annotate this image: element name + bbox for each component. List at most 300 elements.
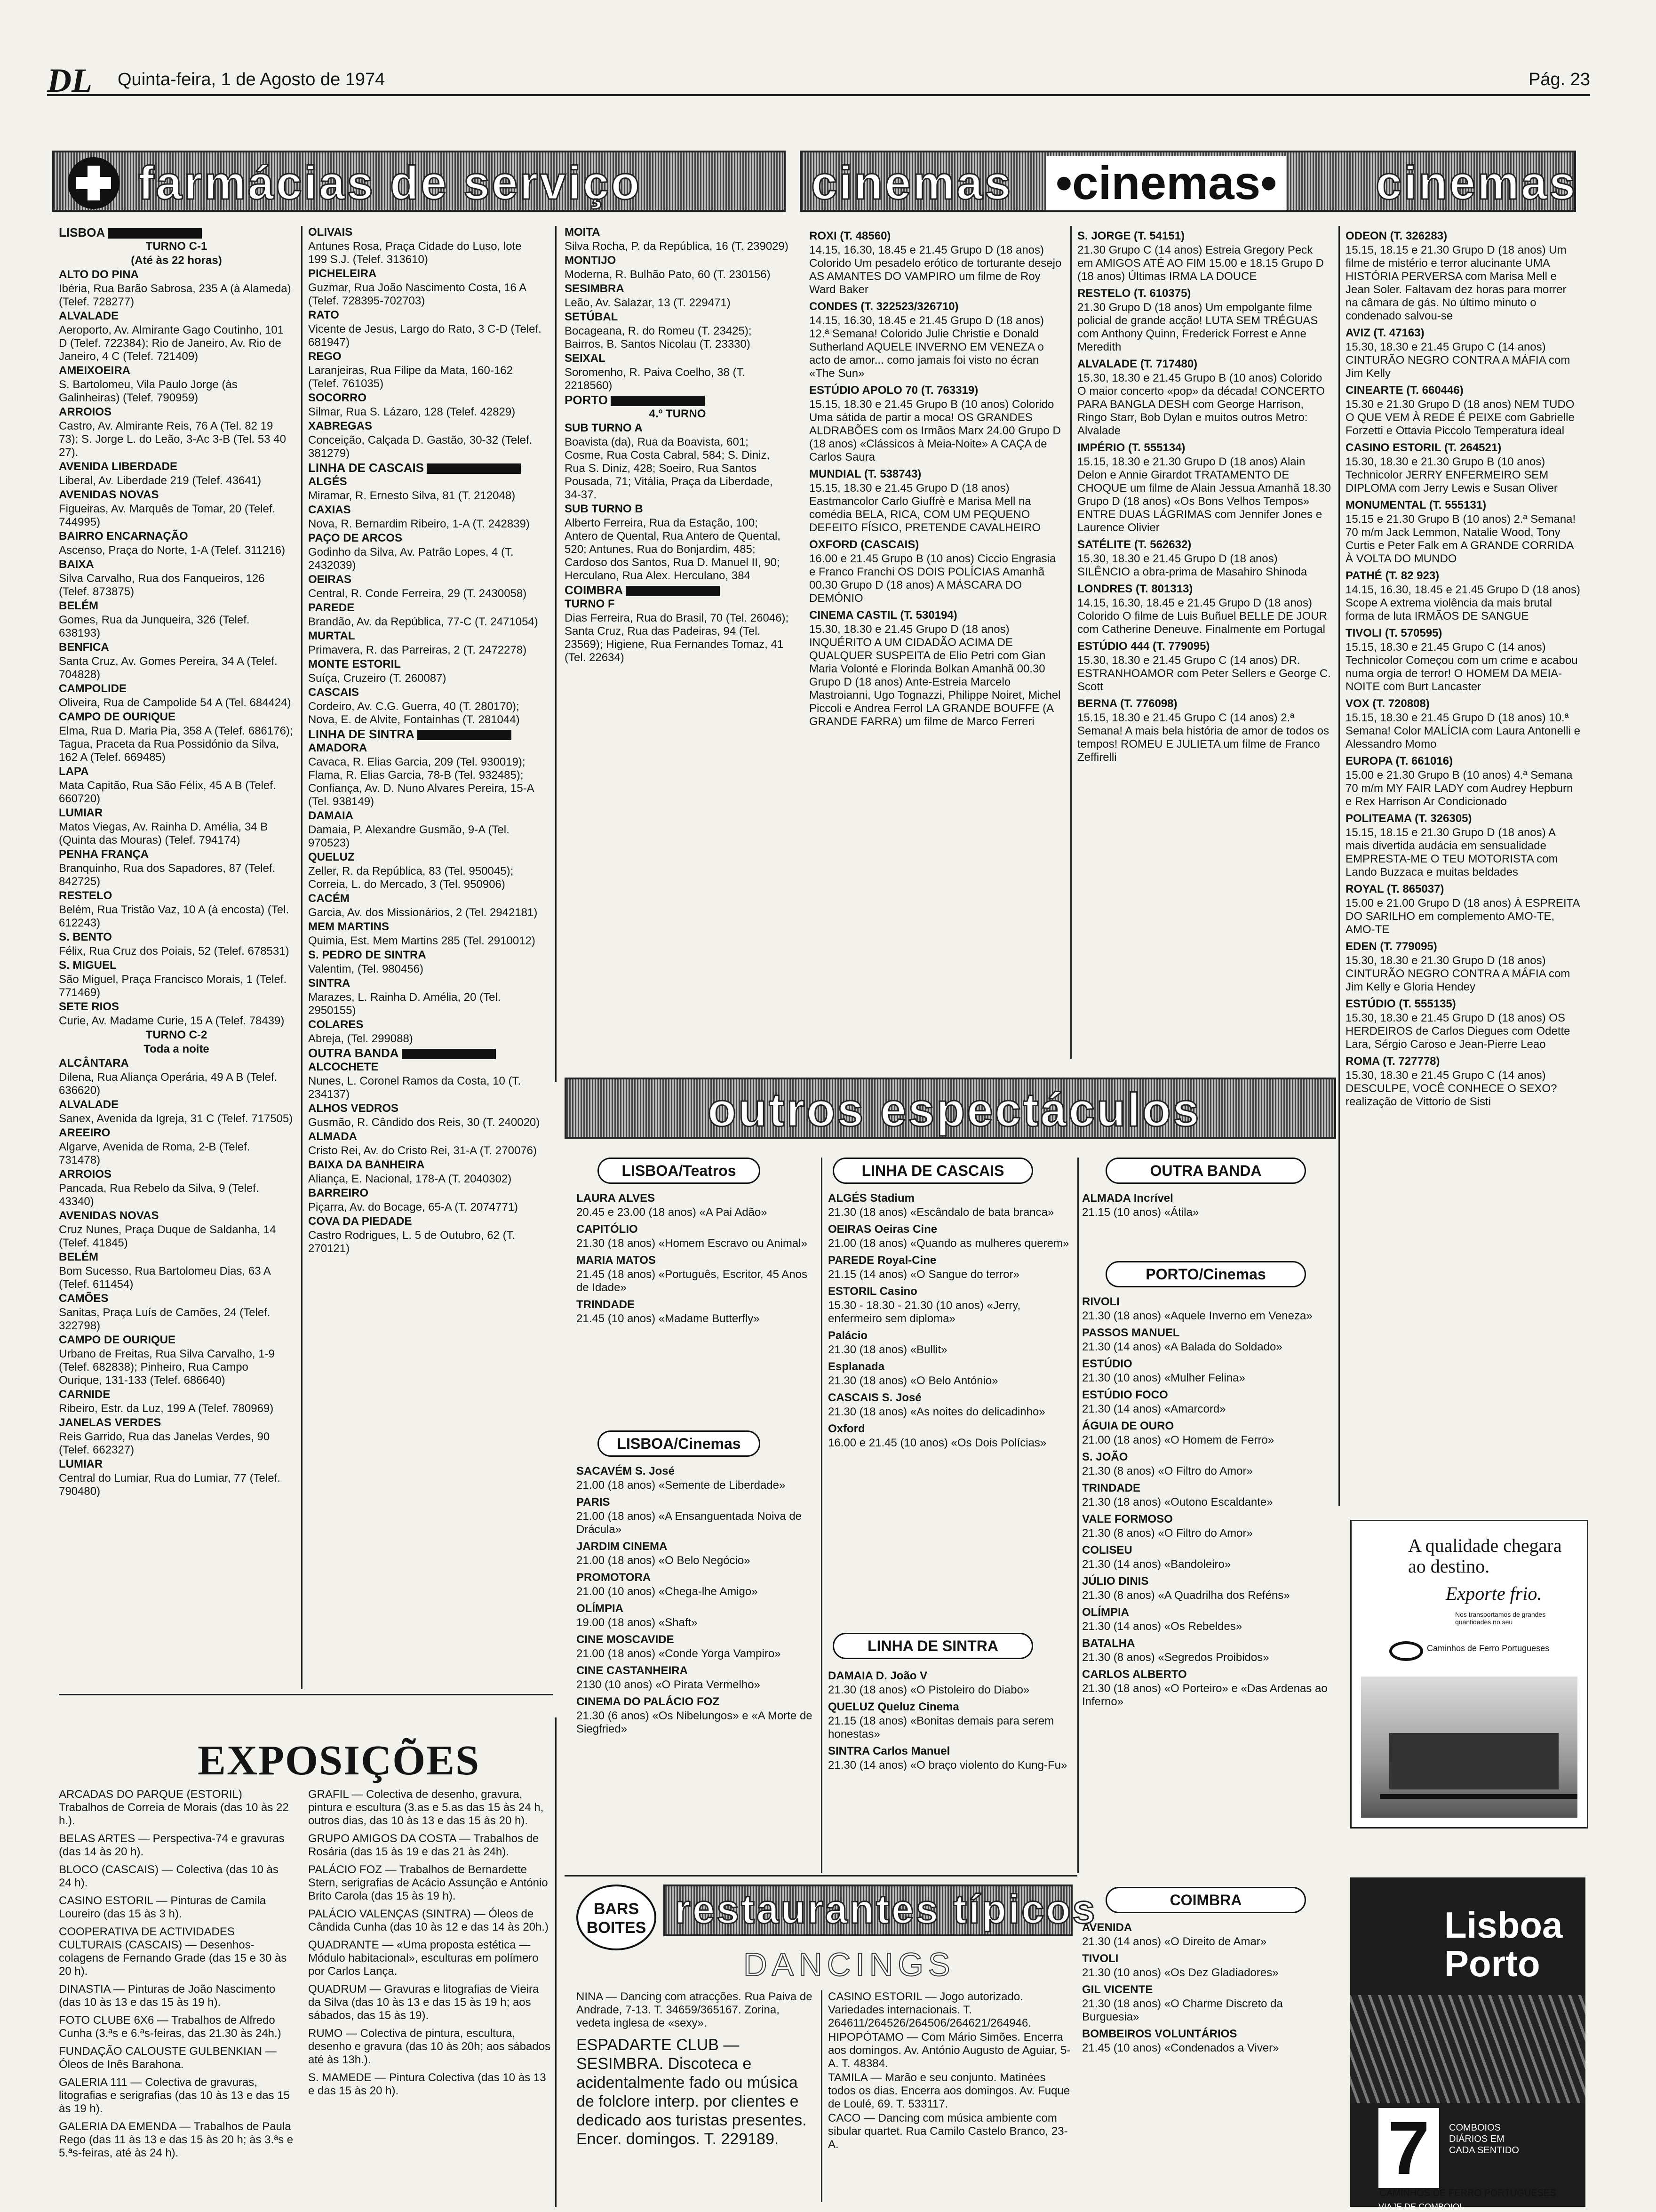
listing-text: 20.45 e 23.00 (18 anos) «A Pai Adão» [576, 1206, 767, 1219]
exposicoes-right [308, 1788, 553, 2202]
listing-text: 21.30 (8 anos) «O Filtro do Amor» [1082, 1527, 1253, 1540]
farmacias-banner-title: farmácias de serviço [138, 157, 642, 209]
area-heading: AMEIXOEIRA [59, 364, 131, 377]
area-heading: LUMIAR [59, 1458, 103, 1470]
exhibition-entry: CASINO ESTORIL — Pinturas de Camila Loureiro (das 15 às 3 h). [59, 1894, 266, 1920]
venue-name: OLÍMPIA [1082, 1606, 1129, 1619]
area-heading: SUB TURNO A [565, 422, 643, 434]
area-heading: JANELAS VERDES [59, 1416, 161, 1429]
venue-name: OLÍMPIA [576, 1602, 623, 1615]
venue-name: ESTÚDIO FOCO [1082, 1389, 1168, 1401]
venue-name: CINE MOSCAVIDE [576, 1633, 674, 1646]
venue-name: BERNA (T. 776098) [1077, 697, 1178, 710]
shift-heading: TURNO C-2 [145, 1029, 207, 1041]
venue-name: TRINDADE [1082, 1482, 1140, 1494]
page-header [47, 62, 1590, 99]
area-heading: S. PEDRO DE SINTRA [308, 949, 426, 961]
listing-text: 21.30 (14 anos) «O Direito de Amar» [1082, 1935, 1267, 1948]
area-heading: MEM MARTINS [308, 920, 389, 933]
listing-text: Aliança, E. Nacional, 178-A (T. 2040302) [308, 1173, 512, 1185]
outros-coimbra [1082, 1917, 1331, 2181]
listing-text: Bocageana, R. do Romeu (T. 23425); Bairros, B. Santos Nicolau (T. 23330) [565, 325, 752, 351]
venue-name: CINEMA CASTIL (T. 530194) [809, 609, 957, 622]
listing-text: 21.30 (18 anos) «Homem Escravo ou Animal» [576, 1237, 807, 1250]
listing-text: Liberal, Av. Liberdade 219 (Telef. 43641) [59, 474, 262, 487]
section-heading: PORTO [565, 393, 790, 407]
venue-name: ESTÚDIO APOLO 70 (T. 763319) [809, 384, 979, 397]
coimbra-label: COIMBRA [1106, 1887, 1306, 1913]
area-heading: ALMADA [308, 1130, 357, 1143]
area-heading: RESTELO [59, 889, 112, 902]
venue-name: AVIZ (T. 47163) [1346, 327, 1425, 339]
bars-right [828, 1990, 1073, 2202]
listing-text: Dias Ferreira, Rua do Brasil, 70 (Tel. 26046); Santa Cruz, Rua das Padeiras, 94 (Tel. 23569); Higiene, Rua Fernandes Tomaz, 41 (Tel. 22634) [565, 612, 789, 664]
venue-name: ALMADA Incrível [1082, 1192, 1173, 1205]
listing-text: 21.15 (18 anos) «Bonitas demais para serem honestas» [828, 1715, 1054, 1741]
exhibition-entry: GRAFIL — Colectiva de desenho, gravura, pintura e escultura (3.as e 5.as das 15 às 24 h, outros dias, das 10 às 13 e das 15 às 20 h). [308, 1788, 544, 1827]
area-heading: SESIMBRA [565, 282, 624, 295]
cp-ad-brand: Caminhos de Ferro Portugueses [1427, 1644, 1550, 1653]
listing-text: 15.30, 18.30 e 21.45 Grupo D (18 anos) SILÊNCIO a obra-prima de Masahiro Shinoda [1077, 552, 1307, 578]
listing-text: 15.30, 18.30 e 21.45 Grupo D (18 anos) OS HERDEIROS de Carlos Diegues com Odette Lara, Sérgio Caroso e Jean-Pierre Leao [1346, 1012, 1570, 1051]
listing-text: Urbano de Freitas, Rua Silva Carvalho, 1-9 (Telef. 682838); Pinheiro, Rua Campo Ourique, 131-133 (Telef. 686640) [59, 1348, 275, 1387]
area-heading: S. MIGUEL [59, 959, 117, 972]
area-heading: BELÉM [59, 1251, 98, 1263]
area-heading: BAIXA [59, 558, 94, 571]
listing-text: 21.30 (18 anos) «O Belo António» [828, 1374, 998, 1387]
listing-text: 2130 (10 anos) «O Pirata Vermelho» [576, 1678, 760, 1691]
area-heading: SETÚBAL [565, 311, 618, 323]
listing-text: 21.00 (18 anos) «Quando as mulheres querem» [828, 1237, 1069, 1250]
area-heading: BAIXA DA BANHEIRA [308, 1158, 425, 1171]
section-heading: OUTRA BANDA [308, 1046, 543, 1060]
column-divider [555, 1717, 557, 2207]
listing-text: 15.30, 18.30 e 21.45 Grupo B (10 anos) Colorido O maior concerto «pop» da década! CONCERTO PARA BANGLA DESH com George Harrison, Ringo Starr, Bob Dylan e muitos outros Metro: Alvalade [1077, 372, 1325, 437]
listing-text: 21.30 (14 anos) «A Balada do Soldado» [1082, 1341, 1282, 1353]
exhibition-entry: DINASTIA — Pinturas de João Nascimento (das 10 às 13 e das 15 às 19 h). [59, 1983, 276, 2009]
listing-text: 15.30, 18.30 e 21.30 Grupo D (18 anos) CINTURÃO NEGRO CONTRA A MÁFIA com Jim Kelly e Gloria Hendey [1346, 954, 1570, 993]
listing-text: 15.15, 18.30 e 21.30 Grupo D (18 anos) Alain Delon e Annie Girardot TRATAMENTO DE CHOQUE um filme de Alain Jessua Amanhã 18.30 Grupo D (18 anos) «Os Bons Velhos Tempos» ENTRE DUAS LÁGRIMAS com Jennifer Jones e Laurence Olivier [1077, 455, 1331, 534]
venue-name: CARLOS ALBERTO [1082, 1668, 1187, 1681]
venue-name: LONDRES (T. 801313) [1077, 583, 1193, 595]
listing-text: Boavista (da), Rua da Boavista, 601; Cosme, Rua Costa Cabral, 584; S. Diniz, Rua S. Diniz, 428; Soeiro, Rua Santos Pousada, 71; Vitália, Praça da Liberdade, 34-37. [565, 436, 773, 501]
area-heading: MONTE ESTORIL [308, 658, 401, 671]
cinemas-column-2 [1077, 226, 1331, 1059]
area-heading: CAMÕES [59, 1292, 109, 1305]
rail-tracks-image [1350, 1995, 1585, 2103]
area-heading: BENFICA [59, 641, 109, 654]
listing-text: Suíça, Cruzeiro (T. 260087) [308, 672, 446, 685]
listing-text: HIPOPÓTAMO — Com Mário Simões. Encerra aos domingos. Av. António Augusto de Aguiar, 5-A. T. 48384. [828, 2031, 1071, 2070]
area-heading: CASCAIS [308, 686, 359, 699]
listing-text: 15.15, 18.30 e 21.45 Grupo D (18 anos) 10.ª Semana! Color MALÍCIA com Laura Antonelli e Alessandro Momo [1346, 711, 1580, 751]
listing-text: 21.15 (14 anos) «O Sangue do terror» [828, 1268, 1019, 1281]
section-heading: LINHA DE CASCAIS [308, 461, 543, 474]
listing-text: Elma, Rua D. Maria Pia, 358 A (Telef. 686176); Tagua, Praceta da Rua Possidónio da Silva, 162 A (Telef. 669485) [59, 725, 293, 764]
venue-name: GIL VICENTE [1082, 1983, 1153, 1996]
listing-text: 21.30 Grupo C (14 anos) Estreia Gregory Peck em AMIGOS ATÉ AO FIM 15.00 e 18.15 Grupo D (18 anos) Últimas IRMA LA DOUCE [1077, 244, 1324, 283]
listing-text: 21.30 (8 anos) «O Filtro do Amor» [1082, 1465, 1253, 1477]
venue-name: ÁGUIA DE OURO [1082, 1420, 1174, 1432]
area-heading: CAMPO DE OURIQUE [59, 711, 176, 723]
venue-name: ROYAL (T. 865037) [1346, 883, 1444, 895]
cinemas-column-3 [1346, 226, 1581, 1506]
outros-linha-cascais [828, 1188, 1073, 1635]
listing-text: 21.30 (14 anos) «Bandoleiro» [1082, 1558, 1231, 1571]
listing-text: Godinho da Silva, Av. Patrão Lopes, 4 (T. 2432039) [308, 546, 514, 572]
area-heading: ALVALADE [59, 1098, 119, 1111]
lisboa-porto-train-ad [1350, 1877, 1585, 2212]
venue-name: PATHÉ (T. 82 923) [1346, 569, 1440, 582]
venue-name: BOMBEIROS VOLUNTÁRIOS [1082, 2028, 1237, 2040]
venue-name: RIVOLI [1082, 1295, 1120, 1308]
linha-sintra-label: LINHA DE SINTRA [833, 1633, 1033, 1659]
listing-text: Curie, Av. Madame Curie, 15 A (Telef. 78439) [59, 1014, 285, 1027]
listing-text: Central, R. Conde Ferreira, 29 (T. 2430058) [308, 587, 527, 600]
venue-name: PASSOS MANUEL [1082, 1326, 1180, 1339]
area-heading: AVENIDAS NOVAS [59, 488, 159, 501]
listing-text: Mata Capitão, Rua São Félix, 45 A B (Telef. 660720) [59, 779, 276, 805]
column-divider [555, 226, 557, 1082]
viaje-comboio: VIAJE DE COMBOIO! [1378, 2202, 1462, 2212]
area-heading: ALGÉS [308, 475, 347, 488]
area-heading: BELÉM [59, 599, 98, 612]
listing-text: Santa Cruz, Av. Gomes Pereira, 34 A (Telef. 704828) [59, 655, 278, 681]
venue-name: CINEMA DO PALÁCIO FOZ [576, 1695, 719, 1708]
venue-name: ESTORIL Casino [828, 1285, 917, 1298]
dancings-heading: DANCINGS [743, 1946, 955, 1983]
area-heading: TURNO F [565, 598, 615, 610]
area-heading: OEIRAS [308, 573, 352, 586]
listing-text: Conceição, Calçada D. Gastão, 30-32 (Telef. 381279) [308, 434, 533, 460]
area-heading: OLIVAIS [308, 226, 353, 239]
listing-text: 14.15, 16.30, 18.45 e 21.45 Grupo D (18 anos) Colorido O filme de Luis Buñuel BELLE DE JOUR com Catherine Deneuve. Finalmente em Portugal [1077, 597, 1327, 636]
listing-text: 21.30 (18 anos) «O Pistoleiro do Diabo» [828, 1684, 1030, 1696]
area-heading: COLARES [308, 1018, 364, 1031]
venue-name: VOX (T. 720808) [1346, 697, 1430, 710]
outra-banda-label: OUTRA BANDA [1106, 1158, 1306, 1184]
listing-text: S. Bartolomeu, Vila Paulo Jorge (às Galinheiras) (Telef. 790959) [59, 378, 238, 404]
venue-name: COLISEU [1082, 1544, 1132, 1557]
exhibition-entry: FUNDAÇÃO CALOUSTE GULBENKIAN — Óleos de Inês Barahona. [59, 2045, 277, 2071]
listing-text: Damaia, P. Alexandre Gusmão, 9-A (Tel. 970523) [308, 823, 510, 849]
exhibition-entry: BELAS ARTES — Perspectiva-74 e gravuras (das 14 às 20 h). [59, 1832, 285, 1858]
outros-porto-cinemas [1082, 1292, 1331, 1885]
exhibition-entry: FOTO CLUBE 6X6 — Trabalhos de Alfredo Cunha (3.ªs e 6.ªs-feiras, das 21.30 às 24h.) [59, 2014, 281, 2040]
venue-name: DAMAIA D. João V [828, 1669, 928, 1682]
listing-text: 21.45 (18 anos) «Português, Escritor, 45 Anos de Idade» [576, 1268, 807, 1294]
listing-text: ESPADARTE CLUB — SESIMBRA. Discoteca e acidentalmente fado ou música de folclore interp. por clientes e dedicado aos turistas presentes. Encer. domingos. T. 229189. [576, 2036, 807, 2148]
listing-text: Aeroporto, Av. Almirante Gago Coutinho, 101 D (Telef. 722384); Rio de Janeiro, Av. Rio de Janeiro, 4 C (Telef. 721409) [59, 324, 284, 363]
farmacias-column-2 [308, 226, 543, 1689]
outros-banner-title: outros espectáculos [708, 1084, 1201, 1136]
heading-rule [427, 463, 521, 474]
section-heading: COIMBRA [565, 583, 790, 597]
listing-text: Castro, Av. Almirante Reis, 76 A (Tel. 82 19 73); S. Jorge L. do Leão, 3-Ac 3-B (Tel. 53 40 27). [59, 420, 286, 459]
exhibition-entry: BLOCO (CASCAIS) — Colectiva (das 10 às 24 h). [59, 1863, 279, 1889]
lisboa-cinemas-label: LISBOA/Cinemas [597, 1430, 760, 1457]
bars-boites-label: BARS BOITES [586, 1900, 646, 1937]
listing-text: Sanex, Avenida da Igreja, 31 C (Telef. 717505) [59, 1112, 293, 1125]
outros-lisboa-teatros [576, 1188, 816, 1386]
exhibition-entry: RUMO — Colectiva de pintura, escultura, desenho e gravura (das 10 às 20h; aos sábados até às 13h.). [308, 2027, 551, 2066]
venue-name: MONUMENTAL (T. 555131) [1346, 499, 1487, 511]
cinemas-banner [800, 151, 1576, 212]
listing-text: 15.15, 18.30 e 21.45 Grupo D (18 anos) Eastmancolor Carlo Giuffrè e Marisa Mell na comédia BELA, RICA, COM UM PEQUENO DEFEITO FÍSICO, PRETENDE CAVALHEIRO [809, 482, 1041, 534]
venue-name: AVENIDA [1082, 1921, 1132, 1934]
area-heading: SINTRA [308, 977, 350, 990]
area-heading: SETE RIOS [59, 1000, 119, 1013]
cinemas-banner-right: cinemas [1376, 157, 1577, 209]
venue-name: LAURA ALVES [576, 1192, 655, 1205]
exhibition-entry: PALÁCIO VALENÇAS (SINTRA) — Óleos de Cândida Cunha (das 10 às 12 e das 14 às 20h.) [308, 1908, 549, 1933]
venue-name: S. JORGE (T. 54151) [1077, 230, 1185, 242]
listing-text: Oliveira, Rua de Campolide 54 A (Tel. 684424) [59, 696, 291, 709]
venue-name: Esplanada [828, 1360, 885, 1373]
listing-text: 21.30 (18 anos) «O Charme Discreto da Burguesia» [1082, 1997, 1283, 2023]
section-heading: LINHA DE SINTRA [308, 727, 543, 741]
area-heading: PENHA FRANÇA [59, 848, 149, 861]
page-number: Pág. 23 [1529, 70, 1590, 89]
listing-text: Silva Carvalho, Rua dos Fanqueiros, 126 (Telef. 873875) [59, 572, 265, 598]
venue-name: ESTÚDIO 444 (T. 779095) [1077, 640, 1210, 653]
venue-name: ESTÚDIO [1082, 1358, 1132, 1370]
listing-text: 15.30 e 21.30 Grupo D (18 anos) NEM TUDO O QUE VEM À REDE É PEIXE com Gabrielle Forzetti e Ottavia Piccolo Temperatura ideal [1346, 398, 1575, 437]
listing-text: Cordeiro, Av. C.G. Guerra, 40 (T. 280170); Nova, E. de Alvite, Fontainhas (T. 281044) [308, 700, 520, 726]
listing-text: Primavera, R. das Parreiras, 2 (T. 2472278) [308, 644, 527, 656]
exhibition-entry: COOPERATIVA DE ACTIVIDADES CULTURAIS (CASCAIS) — Desenhos-colagens de Fernando Grade (das 15 e 30 às 20 h). [59, 1925, 287, 1978]
listing-text: 21.00 (18 anos) «O Belo Negócio» [576, 1554, 750, 1567]
farmacias-banner [52, 151, 786, 212]
listing-text: 21.30 (10 anos) «Mulher Felina» [1082, 1372, 1245, 1384]
area-heading: PICHELEIRA [308, 267, 377, 280]
exhibition-entry: QUADRANTE — «Uma proposta estética — Módulo habitacional», esculturas em polímero por Carlos Lança. [308, 1939, 539, 1978]
shift-heading: Toda a noite [143, 1043, 209, 1055]
cp-footer-brand: CAMINHOS DE FERRO PORTUGUESES [1379, 2188, 1556, 2198]
venue-name: S. JOÃO [1082, 1451, 1128, 1463]
cp-ad-sub: Exporte frio. [1446, 1583, 1542, 1604]
listing-text: 21.45 (10 anos) «Madame Butterfly» [576, 1312, 760, 1325]
venue-name: JARDIM CINEMA [576, 1540, 668, 1553]
area-heading: XABREGAS [308, 420, 373, 432]
cinemas-banner-center: •cinemas• [1046, 156, 1286, 210]
exhibition-entry: GALERIA 111 — Colectiva de gravuras, litografias e serigrafias (das 10 às 13 e das 15 às 19 h). [59, 2076, 290, 2115]
area-heading: QUELUZ [308, 851, 355, 863]
restaurantes-banner-title: restaurantes típicos [675, 1887, 1097, 1932]
venue-name: MUNDIAL (T. 538743) [809, 468, 922, 480]
listing-text: CACO — Dancing com música ambiente com sibular quartet. Rua Camilo Castelo Branco, 23-A. [828, 2112, 1068, 2151]
area-heading: PAÇO DE ARCOS [308, 532, 403, 544]
venue-name: PARIS [576, 1496, 610, 1509]
area-heading: MURTAL [308, 630, 355, 642]
cinemas-banner-left: cinemas [811, 157, 1013, 209]
listing-text: 15.15, 18.15 e 21.30 Grupo D (18 anos) Um filme de mistério e terror alucinante UMA HISTÓRIA PERVERSA com Marisa Mell e Jean Soler. Faltavam dez horas para morrer na câmara de gás. No último minuto o condenado salvou-se [1346, 244, 1567, 322]
exhibition-entry: QUADRUM — Gravuras e litografias de Vieira da Silva (das 10 às 13 e das 15 às 19 h; aos sábados, das 15 às 19). [308, 1983, 539, 2022]
listing-text: Félix, Rua Cruz dos Poiais, 52 (Telef. 678531) [59, 945, 289, 958]
listing-text: 21.30 (8 anos) «Segredos Proibidos» [1082, 1651, 1269, 1664]
venue-name: ALVALADE (T. 717480) [1077, 358, 1198, 370]
venue-name: Palácio [828, 1329, 868, 1342]
listing-text: NINA — Dancing com atracções. Rua Paiva de Andrade, 7-13. T. 34659/365167. Zorina, vedeta inglesa de «sexy». [576, 1990, 812, 2029]
listing-text: Miramar, R. Ernesto Silva, 81 (T. 212048) [308, 489, 516, 502]
listing-text: Algarve, Avenida de Roma, 2-B (Telef. 731478) [59, 1141, 250, 1166]
area-heading: RATO [308, 309, 339, 321]
railway-wagon-image [1361, 1677, 1577, 1818]
listing-text: Abreja, (Tel. 299088) [308, 1032, 413, 1045]
listing-text: Garcia, Av. dos Missionários, 2 (Tel. 2942181) [308, 906, 538, 919]
area-heading: ALVALADE [59, 310, 119, 322]
venue-name: BATALHA [1082, 1637, 1135, 1650]
listing-text: Ribeiro, Estr. da Luz, 199 A (Telef. 780969) [59, 1402, 274, 1415]
venue-name: CINEARTE (T. 660446) [1346, 384, 1464, 397]
lisboa-teatros-label: LISBOA/Teatros [597, 1158, 760, 1184]
listing-text: São Miguel, Praça Francisco Morais, 1 (Telef. 771469) [59, 973, 287, 999]
venue-name: CINE CASTANHEIRA [576, 1664, 688, 1677]
listing-text: Zeller, R. da República, 83 (Tel. 950045); Correia, L. do Mercado, 3 (Tel. 950906) [308, 865, 514, 891]
listing-text: 21.15 (10 anos) «Átila» [1082, 1206, 1199, 1219]
listing-text: Valentim, (Tel. 980456) [308, 963, 424, 975]
listing-text: 21.30 (18 anos) «Bullit» [828, 1343, 947, 1356]
newspaper-logo: DL [47, 62, 92, 99]
listing-text: Brandão, Av. da República, 77-C (T. 2471054) [308, 615, 538, 628]
listing-text: 15.00 e 21.00 Grupo D (18 anos) À ESPREITA DO SARILHO em complemento AMO-TE, AMO-TE [1346, 897, 1580, 936]
column-divider [1338, 226, 1340, 1506]
venue-name: ROMA (T. 727778) [1346, 1055, 1440, 1068]
listing-text: Silva Rocha, P. da República, 16 (T. 239029) [565, 240, 788, 253]
area-heading: AMADORA [308, 742, 367, 754]
exhibition-entry: S. MAMEDE — Pintura Colectiva (das 10 às 13 e das 15 às 20 h). [308, 2071, 546, 2097]
outros-lisboa-cinemas [576, 1461, 816, 1866]
listing-text: TAMILA — Marão e seu conjunto. Matinées todos os dias. Encerra aos domingos. Av. Fuque de Loulé, 69. T. 533117. [828, 2071, 1070, 2110]
listing-text: 15.15, 18.30 e 21.45 Grupo B (10 anos) Colorido Uma sátida de partir a moca! OS GRANDES ALDRABÕES com os Irmãos Marx 24.00 Grupo D (18 anos) «Clássicos à Meia-Noite» A CAÇA de Carlos Saura [809, 398, 1061, 463]
listing-text: Castro Rodrigues, L. 5 de Outubro, 62 (T. 270121) [308, 1229, 516, 1255]
listing-text: Nova, R. Bernardim Ribeiro, 1-A (T. 242839) [308, 518, 530, 530]
venue-name: TRINDADE [576, 1298, 635, 1311]
cp-ad-headline: A qualidade chegara ao destino. [1408, 1535, 1562, 1577]
listing-text: 15.15 e 21.30 Grupo B (10 anos) 2.ª Semana! 70 m/m Jack Lemmon, Natalie Wood, Tony Curtis e Peter Falk em A GRANDE CORRIDA À VOLTA DO MUNDO [1346, 513, 1576, 565]
cp-logo-icon [1389, 1641, 1423, 1661]
area-heading: AVENIDA LIBERDADE [59, 460, 178, 473]
listing-text: 21.30 (14 anos) «Amarcord» [1082, 1403, 1226, 1415]
venue-name: EDEN (T. 779095) [1346, 940, 1437, 953]
shift-heading: (Até às 22 horas) [131, 254, 222, 267]
column-divider [821, 1158, 822, 1873]
area-heading: COVA DA PIEDADE [308, 1215, 412, 1228]
area-heading: SOCORRO [308, 391, 367, 404]
column-divider [1077, 1158, 1079, 1873]
listing-text: Reis Garrido, Rua das Janelas Verdes, 90 (Telef. 662327) [59, 1430, 270, 1456]
listing-text: 15.30, 18.30 e 21.30 Grupo B (10 anos) Technicolor JERRY ENFERMEIRO SEM DIPLOMA com Jerry Lewis e Susan Oliver [1346, 455, 1558, 495]
listing-text: Soromenho, R. Paiva Coelho, 38 (T. 2218560) [565, 366, 746, 392]
area-heading: CAXIAS [308, 503, 351, 516]
area-heading: DAMAIA [308, 809, 353, 822]
venue-name: PAREDE Royal-Cine [828, 1254, 937, 1267]
venue-name: SACAVÉM S. José [576, 1465, 675, 1477]
area-heading: LAPA [59, 765, 89, 778]
listing-text: Branquinho, Rua dos Sapadores, 87 (Telef. 842725) [59, 862, 276, 888]
listing-text: Cavaca, R. Elias Garcia, 209 (Tel. 930019); Flama, R. Elias Garcia, 78-B (Tel. 932485); Confiança, Av. D. Nuno Alvares Pereira, 15-A (Tel. 938149) [308, 756, 534, 808]
listing-text: 14.15, 16.30, 18.45 e 21.45 Grupo D (18 anos) 12.ª Semana! Colorido Julie Christie e Donald Sutherland AQUELE INVERNO EM VENEZA o acto de amor... como jamais foi visto no écran «The Sun» [809, 314, 1044, 380]
heading-rule [108, 228, 202, 239]
listing-text: Leão, Av. Salazar, 13 (T. 229471) [565, 296, 731, 309]
listing-text: 21.00 (18 anos) «Conde Yorga Vampiro» [576, 1647, 781, 1660]
listing-text: 21.30 (6 anos) «Os Nibelungos» e «A Morte de Siegfried» [576, 1709, 812, 1735]
listing-text: Central do Lumiar, Rua do Lumiar, 77 (Telef. 790480) [59, 1472, 280, 1498]
listing-text: 21.30 (10 anos) «Os Dez Gladiadores» [1082, 1966, 1279, 1979]
listing-text: 15.30, 18.30 e 21.45 Grupo C (14 anos) CINTURÃO NEGRO CONTRA A MÁFIA com Jim Kelly [1346, 341, 1570, 380]
listing-text: Bom Sucesso, Rua Bartolomeu Dias, 63 A (Telef. 611454) [59, 1265, 271, 1291]
area-heading: MOITA [565, 226, 600, 239]
area-heading: SUB TURNO B [565, 503, 643, 515]
listing-text: Vicente de Jesus, Largo do Rato, 3 C-D (Telef. 681947) [308, 323, 541, 349]
exhibition-entry: GALERIA DA EMENDA — Trabalhos de Paula Rego (das 11 às 13 e das 15 às 20 h; às 3.ªs e 5.ªs-feiras, até às 24 h). [59, 2120, 294, 2159]
area-heading: CACÉM [308, 892, 350, 905]
area-heading: ALCOCHETE [308, 1061, 379, 1073]
shift-heading: 4.º TURNO [649, 407, 706, 420]
listing-text: 15.15, 18.15 e 21.30 Grupo D (18 anos) A mais divertida audácia em sensualidade EMPRESTA-ME O TEU MOTORISTA com Lando Buzzaca e muitas beldades [1346, 826, 1558, 878]
listing-text: 21.00 (18 anos) «A Ensanguentada Noiva de Drácula» [576, 1510, 802, 1536]
venue-name: Oxford [828, 1422, 865, 1435]
listing-text: Nunes, L. Coronel Ramos da Costa, 10 (T. 234137) [308, 1075, 521, 1101]
listing-text: Belém, Rua Tristão Vaz, 10 A (à encosta) (Tel. 612243) [59, 903, 289, 929]
listing-text: 15.00 e 21.30 Grupo B (10 anos) 4.ª Semana 70 m/m MY FAIR LADY com Audrey Hepburn e Rex Harrison Ar Condicionado [1346, 769, 1573, 808]
cp-export-ad [1350, 1520, 1588, 1829]
listing-text: Silmar, Rua S. Lázaro, 128 (Telef. 42829) [308, 406, 516, 418]
listing-text: Alberto Ferreira, Rua da Estação, 100; Antero de Quental, Rua Antero de Quental, 520; Antunes, Rua do Bonjardim, 485; Cardoso dos Santos, Rua D. Manuel II, 90; Herculano, Rua Alex. Herculano, 384 [565, 517, 780, 582]
listing-text: 21.00 (18 anos) «O Homem de Ferro» [1082, 1434, 1274, 1446]
column-divider [1070, 226, 1072, 1059]
area-heading: CARNIDE [59, 1388, 111, 1401]
heading-rule [626, 586, 720, 596]
venue-name: POLITEAMA (T. 326305) [1346, 812, 1472, 825]
area-heading: LUMIAR [59, 807, 103, 819]
venue-name: ESTÚDIO (T. 555135) [1346, 998, 1456, 1010]
column-divider [301, 226, 303, 1689]
venue-name: ALGÉS Stadium [828, 1192, 915, 1205]
issue-date: Quinta-feira, 1 de Agosto de 1974 [118, 70, 385, 89]
exposicoes-title: EXPOSIÇÕES [198, 1737, 480, 1784]
porto-cinemas-label: PORTO/Cinemas [1106, 1261, 1306, 1287]
listing-text: Matos Viegas, Av. Rainha D. Amélia, 34 B (Quinta das Mouras) (Telef. 794174) [59, 821, 268, 846]
heading-rule [611, 396, 705, 406]
exhibition-entry: GRUPO AMIGOS DA COSTA — Trabalhos de Rosária (das 15 às 19 e das 21 às 24h). [308, 1832, 539, 1858]
venue-name: SINTRA Carlos Manuel [828, 1745, 950, 1757]
farmacias-column-3 [565, 226, 790, 1082]
venue-name: OXFORD (CASCAIS) [809, 538, 919, 551]
comboios-text: COMBOIOS DIÁRIOS EM CADA SENTIDO [1449, 2123, 1519, 2156]
area-heading: ALHOS VEDROS [308, 1102, 399, 1115]
venue-name: EUROPA (T. 661016) [1346, 755, 1453, 767]
listing-text: 19.00 (18 anos) «Shaft» [576, 1616, 698, 1629]
outros-outra-banda [1082, 1188, 1331, 1259]
area-heading: MONTIJO [565, 254, 616, 267]
listing-text: Gusmão, R. Cândido dos Reis, 30 (T. 240020) [308, 1116, 540, 1129]
exhibition-entry: PALÁCIO FOZ — Trabalhos de Bernardette Stern, serigrafias de Acácio Assunção e António Brito Carola (das 15 às 19 h). [308, 1863, 548, 1902]
listing-text: Marazes, L. Rainha D. Amélia, 20 (Tel. 2950155) [308, 991, 501, 1017]
bars-rule [565, 1875, 1077, 1877]
listing-text: 21.30 (18 anos) «Escândalo de bata branca» [828, 1206, 1054, 1219]
pharmacy-cross-icon [68, 157, 119, 209]
listing-text: 15.30, 18.30 e 21.45 Grupo D (18 anos) INQUÉRITO A UM CIDADÃO ACIMA DE QUALQUER SUSPEITA de Elio Petri com Gian Maria Volonté e Florinda Bolkan Amanhã 00.30 Grupo D (18 anos) Ante-Estreia Marcelo Mastroianni, Ugo Tognazzi, Philippe Noiret, Michel Piccoli e Andrea Ferrol LA GRANDE BOUFFE (A GRANDE FARRA) um filme de Marco Ferreri [809, 623, 1061, 728]
heading-rule [402, 1049, 496, 1059]
listing-text: 21.30 (18 anos) «As noites do delicadinho» [828, 1405, 1045, 1418]
area-heading: REGO [308, 350, 342, 363]
venue-name: CASCAIS S. José [828, 1391, 922, 1404]
listing-text: Moderna, R. Bulhão Pato, 60 (T. 230156) [565, 268, 771, 281]
listing-text: 21.30 (14 anos) «O braço violento do Kung-Fu» [828, 1759, 1067, 1772]
listing-text: Cruz Nunes, Praça Duque de Saldanha, 14 (Telef. 41845) [59, 1223, 276, 1249]
listing-text: Quimia, Est. Mem Martins 285 (Tel. 2910012) [308, 934, 535, 947]
